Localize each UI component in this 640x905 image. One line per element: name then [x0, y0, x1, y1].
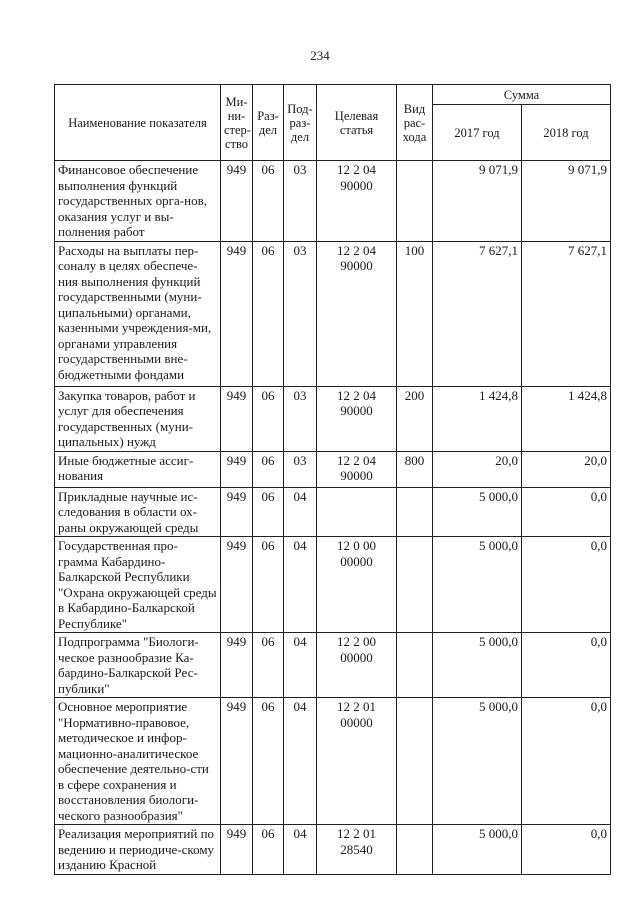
row-sum-2017: 9 071,9: [433, 161, 522, 242]
row-sum-2017: 5 000,0: [433, 698, 522, 825]
row-name: Финансовое обеспечение выполнения функций государственных орга-нов, оказания услуг и вы-полнения работ: [55, 161, 221, 242]
header-expense-type: Вид рас-хода: [397, 85, 433, 161]
row-ministry: 949: [221, 537, 253, 633]
row-subsection: 04: [284, 537, 317, 633]
row-ministry: 949: [221, 698, 253, 825]
row-expense-type: [397, 698, 433, 825]
row-sum-2018: 9 071,9: [522, 161, 611, 242]
row-subsection: 03: [284, 241, 317, 386]
row-name: Расходы на выплаты пер-соналу в целях обеспече-ния выполнения функций государственными (муни-ципальными) органами, казенными учреждения-ми, органами управления государственными вне-бюджетными фондами: [55, 241, 221, 386]
budget-table: [54, 84, 611, 875]
header-year-2018: 2018 год: [522, 105, 611, 161]
row-expense-type: [397, 537, 433, 633]
page-number: 234: [310, 48, 330, 63]
row-subsection: 04: [284, 633, 317, 698]
row-sum-2017: 5 000,0: [433, 633, 522, 698]
row-name: Подпрограмма "Биологи-ческое разнообразие Ка-бардино-Балкарской Рес-публики": [55, 633, 221, 698]
row-sum-2017: 7 627,1: [433, 241, 522, 386]
row-target: 12 2 04 90000: [317, 451, 397, 487]
row-section: 06: [253, 241, 284, 386]
row-sum-2018: 20,0: [522, 451, 611, 487]
table-row: [55, 161, 611, 242]
header-subsection: Под-раз-дел: [284, 85, 317, 161]
row-expense-type: 100: [397, 241, 433, 386]
table-row: [55, 633, 611, 698]
row-section: 06: [253, 633, 284, 698]
header-sum: Сумма: [433, 85, 611, 105]
row-expense-type: [397, 487, 433, 537]
table-row: [55, 825, 611, 875]
row-sum-2017: 1 424,8: [433, 386, 522, 451]
row-sum-2018: 7 627,1: [522, 241, 611, 386]
row-sum-2018: 0,0: [522, 698, 611, 825]
table-row: [55, 537, 611, 633]
table-row: [55, 487, 611, 537]
row-sum-2017: 5 000,0: [433, 537, 522, 633]
row-ministry: 949: [221, 451, 253, 487]
row-ministry: 949: [221, 633, 253, 698]
row-sum-2018: 0,0: [522, 825, 611, 875]
row-ministry: 949: [221, 161, 253, 242]
row-section: 06: [253, 698, 284, 825]
row-expense-type: [397, 825, 433, 875]
row-expense-type: 200: [397, 386, 433, 451]
row-section: 06: [253, 487, 284, 537]
row-target: 12 2 01 28540: [317, 825, 397, 875]
row-sum-2018: 0,0: [522, 633, 611, 698]
row-target: 12 2 01 00000: [317, 698, 397, 825]
row-section: 06: [253, 161, 284, 242]
row-target: 12 2 04 90000: [317, 161, 397, 242]
header-year-2017: 2017 год: [433, 105, 522, 161]
row-target: 12 2 04 90000: [317, 386, 397, 451]
header-target: Целевая статья: [317, 85, 397, 161]
row-expense-type: [397, 161, 433, 242]
row-sum-2017: 20,0: [433, 451, 522, 487]
row-expense-type: [397, 633, 433, 698]
row-expense-type: 800: [397, 451, 433, 487]
row-subsection: 04: [284, 487, 317, 537]
row-sum-2017: 5 000,0: [433, 487, 522, 537]
row-ministry: 949: [221, 241, 253, 386]
row-ministry: 949: [221, 386, 253, 451]
row-target: 12 2 00 00000: [317, 633, 397, 698]
row-target: [317, 487, 397, 537]
row-ministry: 949: [221, 825, 253, 875]
row-sum-2018: 0,0: [522, 537, 611, 633]
row-section: 06: [253, 451, 284, 487]
row-section: 06: [253, 386, 284, 451]
header-ministry: Ми-ни-стер-ство: [221, 85, 253, 161]
row-section: 06: [253, 825, 284, 875]
row-subsection: 03: [284, 161, 317, 242]
row-name: Государственная про-грамма Кабардино-Балкарской Республики "Охрана окружающей среды в Кабардино-Балкарской Республике": [55, 537, 221, 633]
row-sum-2018: 0,0: [522, 487, 611, 537]
row-name: Прикладные научные ис-следования в области ох-раны окружающей среды: [55, 487, 221, 537]
header-section: Раз-дел: [253, 85, 284, 161]
row-subsection: 03: [284, 451, 317, 487]
row-name: Реализация мероприятий по ведению и периодиче-скому изданию Красной: [55, 825, 221, 875]
row-name: Иные бюджетные ассиг-нования: [55, 451, 221, 487]
row-ministry: 949: [221, 487, 253, 537]
row-subsection: 03: [284, 386, 317, 451]
row-name: Основное мероприятие "Нормативно-правовое, методическое и инфор-мационно-аналитическое обеспечение деятельно-сти в сфере сохранения и восстановления биологи-ческого разнообразия": [55, 698, 221, 825]
row-section: 06: [253, 537, 284, 633]
row-subsection: 04: [284, 825, 317, 875]
row-target: 12 0 00 00000: [317, 537, 397, 633]
row-subsection: 04: [284, 698, 317, 825]
header-name: Наименование показателя: [55, 85, 221, 161]
row-target: 12 2 04 90000: [317, 241, 397, 386]
table-row: [55, 241, 611, 386]
table-row: [55, 386, 611, 451]
table-row: [55, 698, 611, 825]
row-name: Закупка товаров, работ и услуг для обеспечения государственных (муни-ципальных) нужд: [55, 386, 221, 451]
table-row: [55, 451, 611, 487]
row-sum-2018: 1 424,8: [522, 386, 611, 451]
row-sum-2017: 5 000,0: [433, 825, 522, 875]
